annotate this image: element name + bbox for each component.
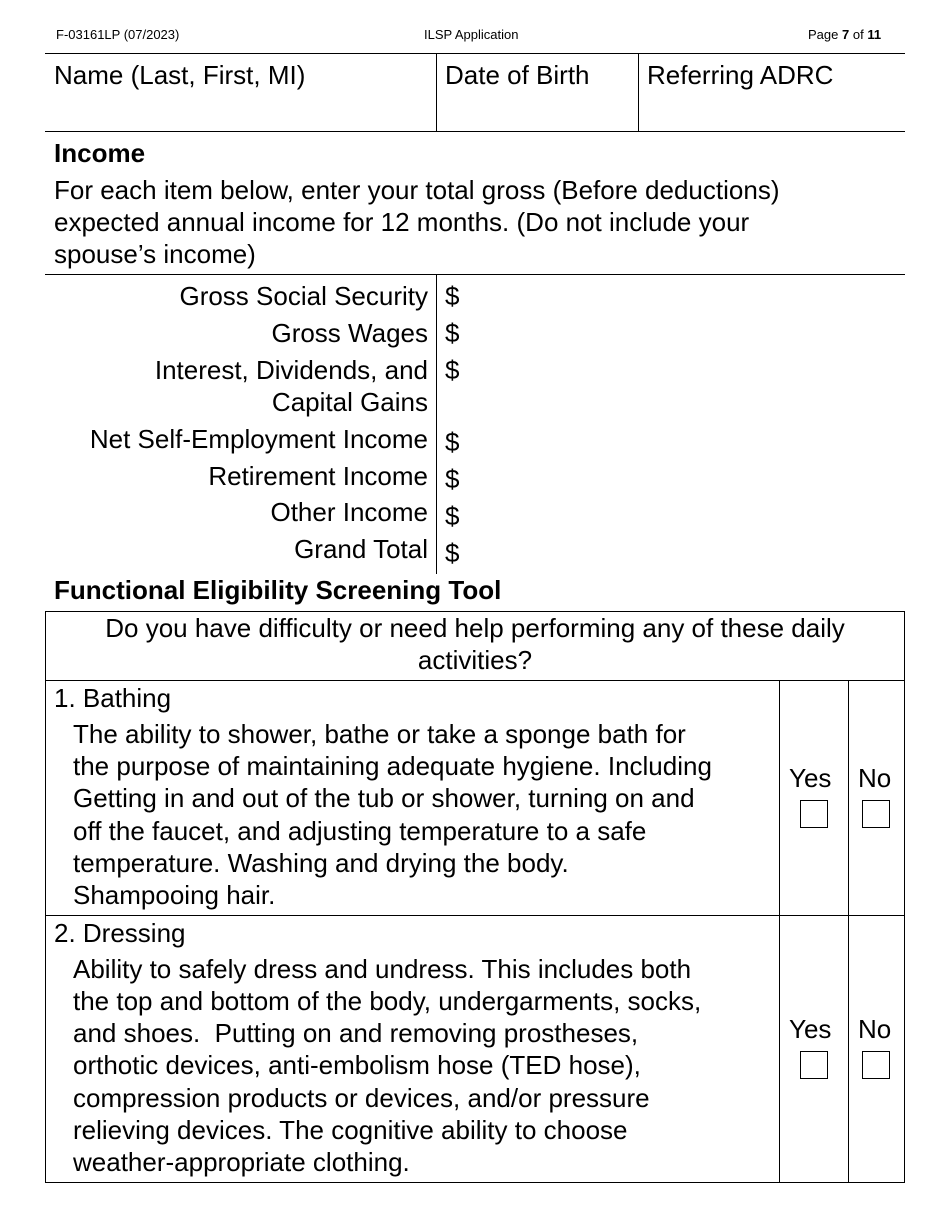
bathing-item-title: 1. Bathing [54, 683, 172, 713]
screening-no-divider [848, 680, 849, 1183]
income-label-interest-line1: Interest, Dividends, and [154, 355, 428, 385]
income-label-retirement: Retirement Income [208, 461, 428, 491]
dressing-desc-line5: compression products or devices, and/or pressure [73, 1083, 650, 1113]
dressing-no-label: No [858, 1014, 892, 1044]
dressing-no-checkbox[interactable] [862, 1051, 890, 1079]
bathing-desc-line6: Shampooing hair. [73, 880, 276, 910]
income-label-grand-total: Grand Total [294, 534, 428, 564]
screening-header-rule [45, 680, 905, 681]
applicant-top-rule [45, 53, 905, 54]
bathing-desc-line1: The ability to shower, bathe or take a sponge bath for [73, 719, 686, 749]
screening-question-line2: activities? [417, 645, 533, 675]
bathing-desc-line4: off the faucet, and adjusting temperature to a safe [73, 816, 647, 846]
dressing-desc-line6: relieving devices. The cognitive ability to choose [73, 1115, 628, 1145]
bathing-desc-line3: Getting in and out of the tub or shower, turning on and [73, 783, 695, 813]
page-current: 7 [842, 27, 850, 42]
page-word: Page [808, 27, 839, 42]
screening-row-rule [45, 915, 905, 916]
income-dollar-grand-total[interactable]: $ [445, 538, 460, 568]
income-dollar-social-security[interactable]: $ [445, 281, 460, 311]
dressing-item-title: 2. Dressing [54, 918, 186, 948]
dressing-desc-line3: and shoes. Putting on and removing prostheses, [73, 1018, 639, 1048]
adrc-field-label: Referring ADRC [647, 60, 834, 90]
income-instructions-line2: expected annual income for 12 months. (Do not include your [54, 207, 750, 237]
income-dollar-wages[interactable]: $ [445, 318, 460, 348]
bathing-no-label: No [858, 763, 892, 793]
bathing-no-checkbox[interactable] [862, 800, 890, 828]
income-dollar-self-employment[interactable]: $ [445, 427, 460, 457]
income-instructions-line3: spouse’s income) [54, 239, 256, 269]
applicant-divider-2 [638, 53, 639, 131]
page-total: 11 [867, 27, 882, 42]
page-of: of [852, 27, 864, 42]
screening-yes-divider [779, 680, 780, 1183]
dressing-desc-line4: orthotic devices, anti-embolism hose (TED hose), [73, 1050, 641, 1080]
income-label-other: Other Income [270, 497, 428, 527]
form-title: ILSP Application [424, 27, 519, 42]
screening-title: Functional Eligibility Screening Tool [54, 575, 502, 605]
dressing-desc-line2: the top and bottom of the body, undergarments, socks, [73, 986, 702, 1016]
income-dollar-other[interactable]: $ [445, 501, 460, 531]
page-indicator [808, 27, 881, 43]
income-table-top-rule [45, 274, 905, 275]
applicant-divider-1 [436, 53, 437, 131]
bathing-yes-checkbox[interactable] [800, 800, 828, 828]
name-input-area[interactable] [46, 92, 434, 128]
income-label-wages: Gross Wages [271, 318, 428, 348]
dob-field-label: Date of Birth [445, 60, 590, 90]
income-dollar-retirement[interactable]: $ [445, 464, 460, 494]
dressing-yes-checkbox[interactable] [800, 1051, 828, 1079]
bathing-desc-line5: temperature. Washing and drying the body. [73, 848, 569, 878]
income-table-divider [436, 274, 437, 574]
screening-question-line1: Do you have difficulty or need help performing any of these daily [105, 613, 845, 643]
dressing-desc-line7: weather-appropriate clothing. [73, 1147, 410, 1177]
income-instructions-line1: For each item below, enter your total gross (Before deductions) [54, 175, 780, 205]
adrc-input-area[interactable] [640, 92, 904, 128]
bathing-desc-line2: the purpose of maintaining adequate hygiene. Including [73, 751, 712, 781]
form-id: F-03161LP (07/2023) [56, 27, 180, 42]
dressing-desc-line1: Ability to safely dress and undress. This includes both [73, 954, 692, 984]
income-label-self-employment: Net Self-Employment Income [89, 424, 428, 454]
dob-input-area[interactable] [438, 92, 636, 128]
income-label-social-security: Gross Social Security [179, 281, 428, 311]
income-dollar-interest[interactable]: $ [445, 355, 460, 385]
income-label-interest-line2: Capital Gains [271, 387, 428, 417]
dressing-yes-label: Yes [789, 1014, 832, 1044]
name-field-label: Name (Last, First, MI) [54, 60, 306, 90]
bathing-yes-label: Yes [789, 763, 832, 793]
applicant-bottom-rule [45, 131, 905, 132]
income-title: Income [54, 138, 146, 168]
